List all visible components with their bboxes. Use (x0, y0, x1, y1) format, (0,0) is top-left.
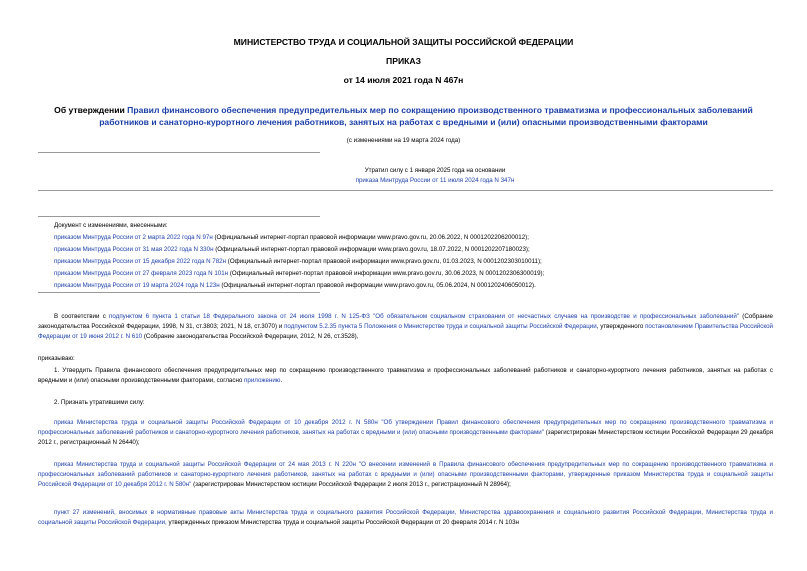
divider (38, 190, 773, 191)
amendment-link[interactable]: пункт 27 изменений, вносимых в нормативные правовые акты Министерства труда и социального развития Российской Федерации, Министерства здравоохранения и социального развития Российской Федерации, Министерства труда и социальной защиты Российской Федерации, (38, 509, 773, 526)
date-number-heading: от 14 июля 2021 года N 467н (343, 75, 464, 85)
doc-type-heading: ПРИКАЗ (386, 56, 421, 66)
regulation-link[interactable]: подпунктом 5.2.35 пункта 5 Положения о Министерстве труда и социальной защиты Российской Федерации (284, 323, 597, 330)
title-rules-link[interactable]: Правил финансового обеспечения предупредительных мер по сокращению производственного травматизма и профессиональных заболеваний работников и санаторно-курортного лечения работников, занятых на работах с вредными и (или) опасными производственными факторами (99, 105, 753, 127)
repealed-order-link[interactable]: приказ Министерства труда и социальной защиты Российской Федерации от 24 мая 2013 г. N 220н "О внесении изменений в Правила финансового обеспечения предупредительных мер по сокращению производственного травматизма и профессиональных заболеваний работников и санаторно-курортного лечения работников, занятых на работах с вредными и (или) опасными производственными факторами, утвержденные приказом Министерства труда и социальной защиты Российской Федерации от 10 декабря 2012 г. N 580н" (38, 461, 773, 488)
lost-force-link[interactable]: приказа Минтруда России от 11 июля 2024 года N 347н (355, 177, 515, 184)
list-item: приказом Минтруда России от 19 марта 2024 года N 123н (Официальный интернет-портал правовой информации www.pravo.gov.ru, 05.06.2024, N 0001202406050012). (54, 282, 536, 289)
list-item: приказом Минтруда России от 15 декабря 2022 года N 782н (Официальный интернет-портал правовой информации www.pravo.gov.ru, 01.03.2023, N 0001202303010011); (54, 258, 542, 265)
title-prefix: Об утверждении (54, 105, 128, 115)
last-paragraph: пункт 27 изменений, вносимых в нормативные правовые акты Министерства труда и социального развития Российской Федерации, Министерства здравоохранения и социального развития Российской Федерации, Министерства труда и социальной защиты Российской Федерации, утвержденных приказом Министерства труда и социальной защиты Российской Федерации от 20 февраля 2014 г. N 103н (38, 509, 773, 526)
change-link[interactable]: приказом Минтруда России от 15 декабря 2022 года N 782н (54, 258, 227, 265)
changes-heading: Документ с изменениями, внесенными: (54, 222, 168, 229)
list-item: приказом Минтруда России от 27 февраля 2023 года N 101н (Официальный интернет-портал правовой информации www.pravo.gov.ru, 30.06.2023, N 0001202306300019); (54, 270, 545, 277)
order-word: приказываю: (38, 355, 75, 362)
ministry-heading: МИНИСТЕРСТВО ТРУДА И СОЦИАЛЬНОЙ ЗАЩИТЫ РОССИЙСКОЙ ФЕДЕРАЦИИ (233, 37, 574, 47)
document-title (40, 104, 767, 128)
lost-force-note (310, 166, 560, 186)
law-link[interactable]: подпунктом 6 пункта 1 статьи 18 Федерального закона от 24 июля 1998 г. N 125-ФЗ "Об обязательном социальном страховании от несчастных случаев на производстве и профессиональных заболеваний" (109, 313, 740, 320)
repealed-order-link[interactable]: приказ Министерства труда и социальной защиты Российской Федерации от 10 декабря 2012 г. N 580н "Об утверждении Правил финансового обеспечения предупредительных мер по сокращению производственного травматизма и профессиональных заболеваний работников и санаторно-курортного лечения работников, занятых на работах с вредными и (или) опасными производственными факторами" (38, 419, 773, 436)
changes-list (54, 220, 774, 292)
divider (38, 152, 320, 153)
lost-force-text: Утратил силу с 1 января 2025 года на основании (364, 167, 506, 174)
divider (38, 216, 320, 217)
list-item: приказом Минтруда России от 2 марта 2022 года N 97н (Официальный интернет-портал правовой информации www.pravo.gov.ru, 20.06.2022, N 0001202206200012); (54, 234, 529, 241)
change-link[interactable]: приказом Минтруда России от 27 февраля 2023 года N 101н (54, 270, 229, 277)
preamble-paragraph: В соответствии с подпунктом 6 пункта 1 статьи 18 Федерального закона от 24 июля 1998 г. N 125-ФЗ "Об обязательном социальном страховании от несчастных случаев на производстве и профессиональных заболеваний" (Собрание законодательства Российской Федерации, 1998, N 31, ст.3803; 2021, N 18, ст.3070) и подпунктом 5.2.35 пункта 5 Положения о Министерстве труда и социальной защиты Российской Федерации, утвержденного постановлением Правительства Российской Федерации от 19 июня 2012 г. N 610 (Собрание законодательства Российской Федерации, 2012, N 26, ст.3528), (38, 313, 774, 340)
item-2-heading: 2. Признать утратившими силу: (54, 399, 145, 406)
divider (38, 292, 320, 293)
change-link[interactable]: приказом Минтруда России от 31 мая 2022 года N 330н (54, 246, 214, 253)
repealed-item: приказ Министерства труда и социальной защиты Российской Федерации от 10 декабря 2012 г. N 580н "Об утверждении Правил финансового обеспечения предупредительных мер по сокращению производственного травматизма и профессиональных заболеваний работников и санаторно-курортного лечения работников, занятых на работах с вредными и (или) опасными производственными факторами" (зарегистрирован Министерством юстиции Российской Федерации 29 декабря 2012 г., регистрационный N 26440); (38, 419, 773, 446)
list-item: приказом Минтруда России от 31 мая 2022 года N 330н (Официальный интернет-портал правовой информации www.pravo.gov.ru, 18.07.2022, N 0001202207180023); (54, 246, 530, 253)
change-link[interactable]: приказом Минтруда России от 19 марта 2024 года N 123н (54, 282, 220, 289)
resolution-link[interactable]: постановлением Правительства Российской Федерации от 19 июня 2012 г. N 610 (38, 323, 774, 340)
appendix-link[interactable]: приложению (244, 377, 281, 384)
revision-note: (с изменениями на 19 марта 2024 года) (346, 137, 461, 144)
item-1-paragraph: 1. Утвердить Правила финансового обеспечения предупредительных мер по сокращению производственного травматизма и профессиональных заболеваний работников и санаторно-курортного лечения работников, занятых на работах с вредными и (или) опасными производственными факторами, согласно приложению. (38, 367, 773, 384)
repealed-item: приказ Министерства труда и социальной защиты Российской Федерации от 24 мая 2013 г. N 220н "О внесении изменений в Правила финансового обеспечения предупредительных мер по сокращению производственного травматизма и профессиональных заболеваний работников и санаторно-курортного лечения работников, занятых на работах с вредными и (или) опасными производственными факторами, утвержденные приказом Министерства труда и социальной защиты Российской Федерации от 10 декабря 2012 г. N 580н" (зарегистрирован Министерством юстиции Российской Федерации 2 июля 2013 г., регистрационный N 28964); (38, 461, 773, 488)
change-link[interactable]: приказом Минтруда России от 2 марта 2022 года N 97н (54, 234, 213, 241)
